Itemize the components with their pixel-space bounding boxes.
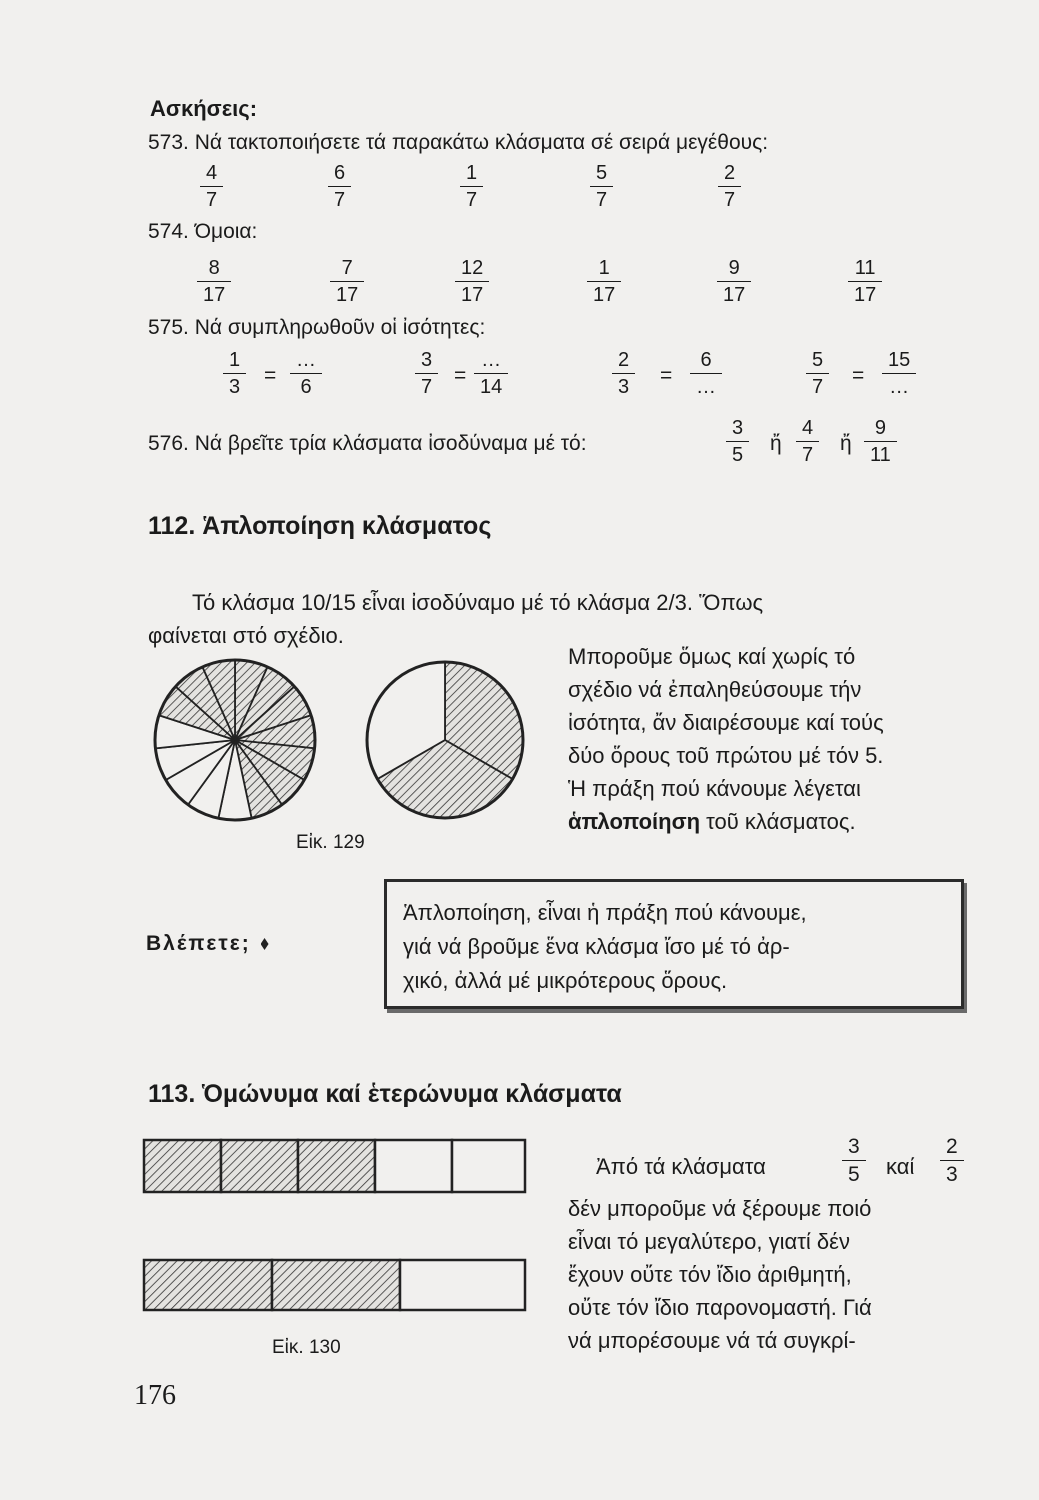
exercise-575-text: 575. Νά συμπληρωθοῦν οἱ ἰσότητες: [148,316,486,339]
fraction: 12 17 [455,258,489,305]
bar-thirds [144,1260,525,1310]
fraction: 5 7 [806,350,829,397]
equals-sign: = [454,364,467,387]
text-line: οὔτε τόν ἴδιο παρονομαστή. Γιά [568,1295,872,1320]
and-word: καί [886,1154,915,1179]
fraction: 6 7 [328,163,351,210]
fraction: 15 … [882,350,916,397]
text-line: ἰσότητα, ἄν διαιρέσουμε καί τούς [568,710,884,735]
fraction: 11 17 [848,258,882,305]
definition-line: Ἁπλοποίηση, εἶναι ἡ πράξη πού κάνουμε, [403,900,807,925]
section-112-right-text [568,640,988,838]
pie-fifteenths [155,660,315,820]
fraction: 9 11 [864,418,897,465]
section-113-text [568,1192,872,1357]
text-line: Ἡ πράξη πού κάνουμε λέγεται [568,776,861,801]
exercise-573-text: 573. Νά τακτοποιήσετε τά παρακάτω κλάσματα σέ σειρά μεγέθους: [148,131,769,154]
exercises-heading: Ασκήσεις: [150,96,258,121]
fraction: 2 7 [718,163,741,210]
bar-fifths [144,1140,525,1192]
text-line: σχέδιο νά ἐπαληθεύσουμε τήν [568,677,862,702]
definition-box [384,879,964,1009]
section-112-intro-line1: Τό κλάσμα 10/15 εἶναι ἰσοδύναμο μέ τό κλάσμα 2/3. Ὅπως [192,590,764,615]
section-113-title: 113. Ὁμώνυμα καί ἑτερώνυμα κλάσματα [148,1080,622,1108]
fraction: 3 5 [842,1136,866,1185]
section-112-intro-line2: φαίνεται στό σχέδιο. [148,623,344,648]
text-line [568,805,988,838]
fraction: 8 17 [197,258,231,305]
figure-129-pie-diagrams [140,650,560,840]
exercise-576-text: 576. Νά βρεῖτε τρία κλάσματα ἰσοδύναμα μέ τό: [148,432,587,455]
pointer-icon [261,938,269,950]
fraction: 7 17 [330,258,364,305]
equals-sign: = [660,364,673,387]
fraction: 1 7 [460,163,483,210]
term-simplification: ἁπλοποίηση [568,809,701,834]
text-line: εἶναι τό μεγαλύτερο, γιατί δέν [568,1229,850,1254]
page-number: 176 [134,1380,176,1411]
fractions-intro: Ἀπό τά κλάσματα [596,1154,766,1179]
fraction: 3 5 [726,418,749,465]
fraction: 2 3 [612,350,635,397]
fraction: … 14 [474,350,508,397]
text-line: ἔχουν οὔτε τόν ἴδιο ἀριθμητή, [568,1262,852,1287]
term-rest: τοῦ κλάσματος. [700,809,856,834]
exercise-574-text: 574. Όμοια: [148,220,258,243]
fraction: 3 7 [415,350,438,397]
text-line: δύο ὅρους τοῦ πρώτου μέ τόν 5. [568,743,884,768]
equals-sign: = [264,364,277,387]
fraction: 1 3 [223,350,246,397]
or-word: ἤ [770,432,782,455]
text-line: δέν μποροῦμε νά ξέρουμε ποιό [568,1196,872,1221]
text-line: νά μπορέσουμε νά τά συγκρί- [568,1328,856,1353]
see-label [146,932,269,956]
equals-sign: = [852,364,865,387]
fraction: 9 17 [717,258,751,305]
figure-129-caption: Εἰκ. 129 [296,832,365,853]
fraction: 4 7 [200,163,223,210]
pie-thirds [367,662,523,818]
or-word: ἤ [840,432,852,455]
figure-130-bar-diagrams [140,1136,540,1316]
fraction: 4 7 [796,418,819,465]
definition-line: χικό, ἀλλά μέ μικρότερους ὅρους. [403,968,728,993]
see-label-text: Βλέπετε; [146,932,251,955]
fraction: 5 7 [590,163,613,210]
section-112-title: 112. Ἁπλοποίηση κλάσματος [148,512,492,540]
fraction: 6 … [690,350,722,397]
figure-130-caption: Εἰκ. 130 [272,1337,341,1358]
fraction: … 6 [290,350,322,397]
fraction: 1 17 [587,258,621,305]
definition-line: γιά νά βροῦμε ἕνα κλάσμα ἴσο μέ τό ἀρ- [403,934,790,959]
text-line: Μποροῦμε ὅμως καί χωρίς τό [568,644,856,669]
fraction: 2 3 [940,1136,964,1185]
